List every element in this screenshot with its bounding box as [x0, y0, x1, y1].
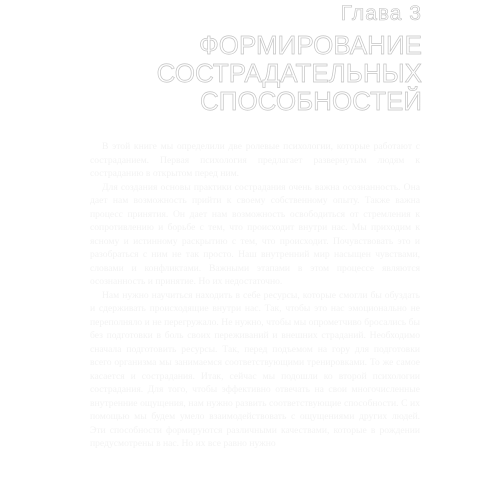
paragraph: Для создания основы практики сострадания очень важна осознанность. Она дает нам возможность прийти к своему собственному опыту. Также важна процесс принятия. Он дает нам возможность освободиться от стремления к сопротивлению и борьбе с тем, что происходит внутри нас. Мы приходим к ясному и истинному раскрытию с тем, что происходит. Почувствовать это и разобраться с ним не так просто. Наш внутренний мир насыщен чувствами, словами и конфликтами. Важными этапами в этом процессе являются осознанность и принятие. Но их недостаточно.: [90, 181, 420, 287]
chapter-title-line: СПОСОБНОСТЕЙ: [199, 86, 422, 116]
chapter-title-line: ФОРМИРОВАНИЕ: [198, 30, 422, 60]
paragraph: Нам нужно научиться находить в себе ресурсы, которые смогли бы обуздать и сдерживать происходящие внутри нас. Так, чтобы это нас эмоционально не переполняло и не перегружало. Не нужно, чтобы мы опрометчиво бросались бы без подготовки в боль своих переживаний и внешних страданий. Необходимо сначала подготовить ресурсы. Так, перед подъемом на гору для подготовки всего организма мы занимаемся соответствующими тренировками. То же самое касается и сострадания. Итак, сейчас мы подошли ко второй психологии сострадания. Для того, чтобы эффективно отвечать на свои многочисленные внутренние ощущения, нам нужно развить соответствующие способности. С их помощью мы будем умело взаимодействовать с ощущениями других людей. Эти способности формируются различными качествами, которые в рождении предусмотрены в нас. Но их все равно нужно: [90, 289, 420, 449]
paragraph: В этой книге мы определили две ролевые психологии, которые работают с состраданием. Первая психология предлагает развернутым людям к состраданию в открытом перед ним.: [90, 141, 420, 179]
body-text: [90, 140, 420, 451]
chapter-label: Глава 3: [340, 2, 422, 25]
chapter-title: [157, 31, 422, 115]
chapter-title-line: СОСТРАДАТЕЛЬНЫХ: [156, 58, 422, 88]
